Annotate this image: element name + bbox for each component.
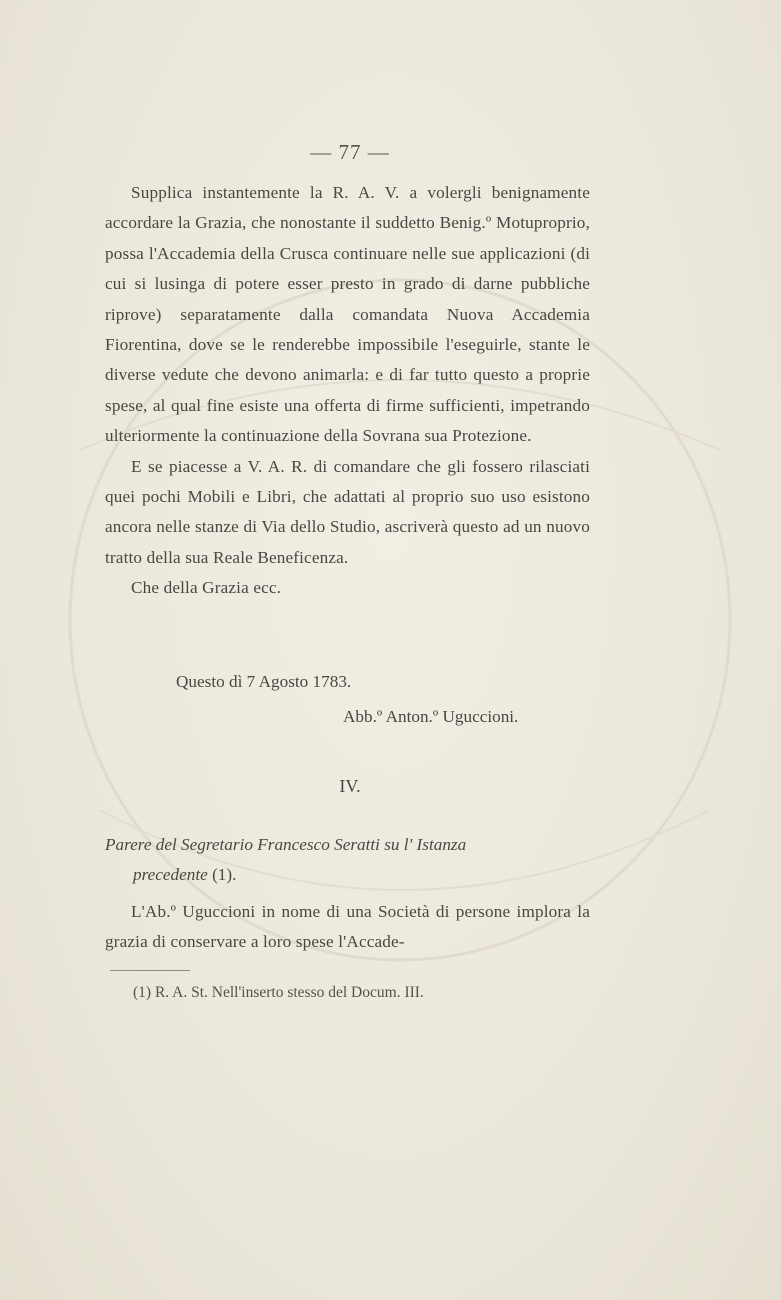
final-text: [105, 897, 590, 958]
footnote: (1) R. A. St. Nell'inserto stesso del Docum. III.: [133, 984, 424, 1001]
footnote-divider: [110, 970, 190, 971]
section-caption-note-ref: (1).: [207, 865, 237, 884]
paragraph-supplica: Supplica instantemente la R. A. V. a volergli benignamente accordare la Grazia, che nonostante il suddetto Benig.º Motuproprio, possa l'Accademia della Crusca continuare nelle sue applicazioni (di cui si lusinga di potere esser presto in grado di darne pubbliche riprove) separatamente dalla comandata Nuova Accademia Fiorentina, dove se le renderebbe impossibile l'eseguirle, stante le diverse vedute che devono animarla: e di far tutto questo a proprie spese, al qual fine esiste una offerta di firme sufficienti, impetrando ulteriormente la continuazione della Sovrana sua Protezione.: [105, 183, 590, 446]
section-caption-precedente: precedente: [133, 865, 208, 884]
section-caption: [105, 830, 590, 890]
paragraph-mobili: E se piacesse a V. A. R. di comandare che gli fossero rilasciati quei pochi Mobili e Libri, che adattati al proprio suo uso esistono ancora nelle stanze di Via dello Studio, ascriverà questo ad un nuovo tratto della sua Reale Beneficenza.: [105, 456, 590, 567]
signature: Abb.º Anton.º Uguccioni.: [343, 707, 519, 726]
section-caption-line1: Parere del Segretario Francesco Seratti su l' Istanza: [105, 835, 467, 854]
section-caption-line2: [105, 860, 590, 890]
paragraph-final: L'Ab.º Uguccioni in nome di una Società di persone implora la grazia di conservare a loro spese l'Accade-: [105, 902, 590, 952]
page-number: — 77 —: [310, 140, 390, 164]
main-text: [105, 178, 590, 604]
date-line: Questo dì 7 Agosto 1783.: [176, 672, 352, 691]
paragraph-grazia: Che della Grazia ecc.: [131, 578, 282, 598]
section-number: IV.: [339, 776, 361, 796]
